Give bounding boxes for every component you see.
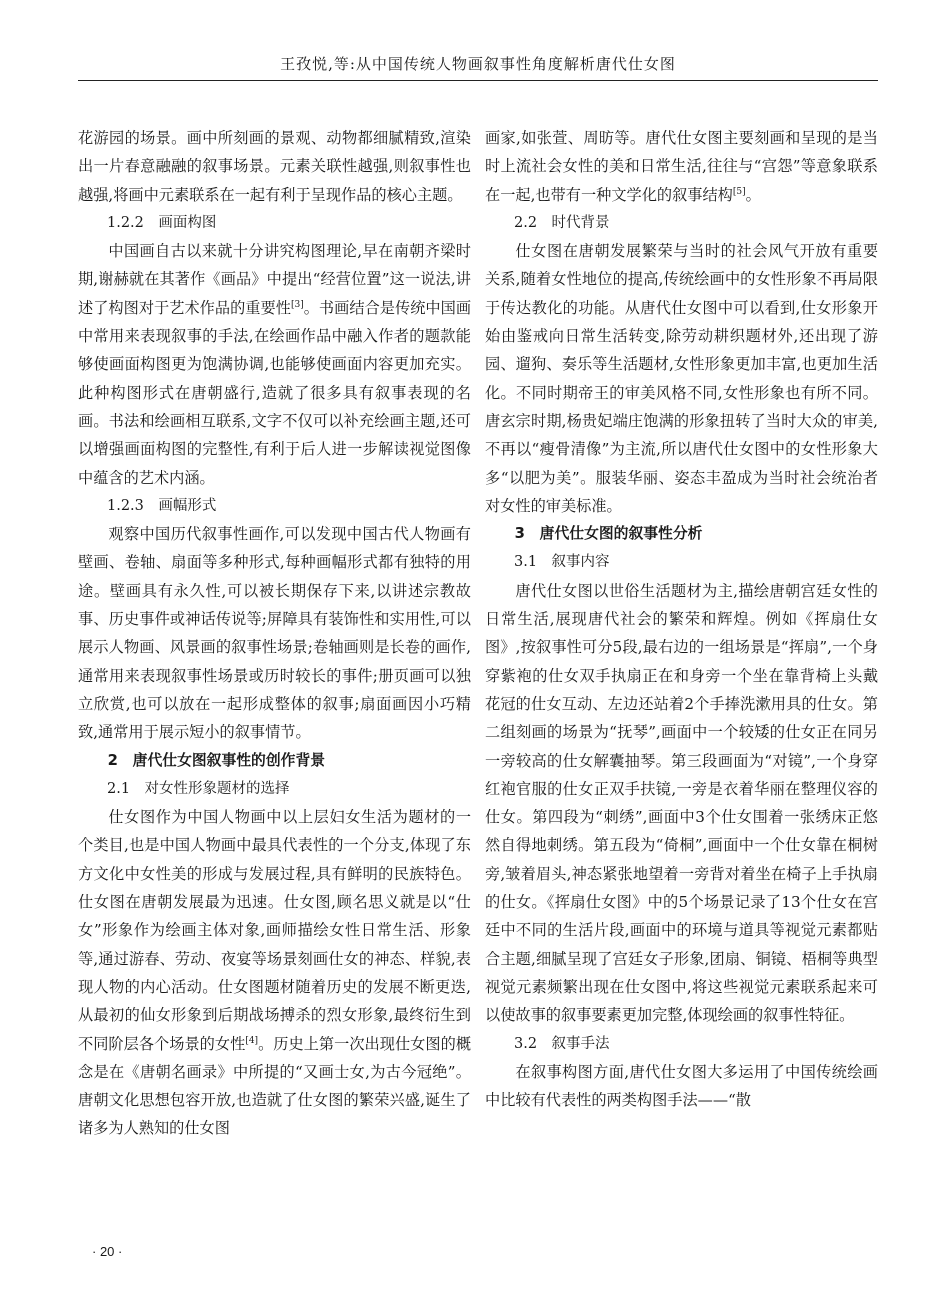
section-heading-2: 2 唐代仕女图叙事性的创作背景 — [107, 751, 326, 769]
paragraph-continued: 画家,如张萱、周昉等。唐代仕女图主要刻画和呈现的是当时上流社会女性的美和日常生活,往往与“宫怨”等意象联系在一起,也带有一种文学化的叙事结构[5]。 — [485, 129, 878, 204]
section-heading-3-2: 3.2 叙事手法 — [514, 1035, 610, 1052]
paragraph-subject-choice: 仕女图作为中国人物画中以上层妇女生活为题材的一个类目,也是中国人物画中最具代表性的一个分支,体现了东方文化中女性美的形成与发展过程,具有鲜明的民族特色。仕女图在唐朝发展最为迅速。仕女图,顾名思义就是以“仕女”形象作为绘画主体对象,画师描绘女性日常生活、形象等,通过游春、劳动、夜宴等场景刻画仕女的神态、样貌,表现人物的内心活动。仕女图题材随着历史的发展不断更迭,从最初的仙女形象到后期战场搏杀的烈女形象,最终衍生到不同阶层各个场景的女性[4]。历史上第一次出现仕女图的概念是在《唐朝名画录》中所提的“又画士女,为古今冠绝”。唐朝文化思想包容开放,也造就了仕女图的繁荣兴盛,诞生了诸多为人熟知的仕女图 — [78, 808, 472, 1138]
right-column — [485, 124, 878, 1114]
paragraph-intro: 花游园的场景。画中所刻画的景观、动物都细腻精致,渲染出一片春意融融的叙事场景。元素关联性越强,则叙事性也越强,将画中元素联系在一起有利于呈现作品的核心主题。 — [78, 129, 471, 204]
citation-3: [3] — [290, 299, 304, 310]
section-heading-1-2-3: 1.2.3 画幅形式 — [107, 497, 217, 514]
paragraph-narrative-content: 唐代仕女图以世俗生活题材为主,描绘唐朝宫廷女性的日常生活,展现唐代社会的繁荣和辉煌。例如《挥扇仕女图》,按叙事性可分5段,最右边的一组场景是“挥扇”,一个身穿紫袍的仕女双手执扇正在和身旁一个坐在靠背椅上头戴花冠的仕女互动、左边还站着2个手捧洗漱用具的仕女。第二组刻画的场景为“抚琴”,画面中一个较矮的仕女正在同另一旁较高的仕女解囊抽琴。第三段画面为“对镜”,一个身穿红袍官服的仕女正双手扶镜,一旁是衣着华丽在整理仪容的仕女。第四段为“刺绣”,画面中3个仕女围着一张绣床正悠然自得地刺绣。第五段为“倚桐”,画面中一个仕女靠在桐树旁,皱着眉头,神态紧张地望着一旁背对着坐在椅子上手执扇的仕女。《挥扇仕女图》中的5个场景记录了13个仕女在宫廷中不同的生活片段,画面中的环境与道具等视觉元素都贴合主题,细腻呈现了宫廷女子形象,团扇、铜镜、梧桐等典型视觉元素频繁出现在仕女图中,将这些视觉元素联系起来可以使故事的叙事要素更加完整,体现绘画的叙事性特征。 — [485, 581, 878, 1025]
paragraph-narrative-technique: 在叙事构图方面,唐代仕女图大多运用了中国传统绘画中比较有代表性的两类构图手法——“散 — [485, 1062, 878, 1110]
left-column — [78, 124, 471, 1143]
section-heading-1-2-2: 1.2.2 画面构图 — [107, 214, 217, 231]
section-heading-2-2: 2.2 时代背景 — [514, 214, 610, 231]
header-title: 王孜悦,等:从中国传统人物画叙事性角度解析唐代仕女图 — [280, 54, 676, 73]
paragraph-era-background: 仕女图在唐朝发展繁荣与当时的社会风气开放有重要关系,随着女性地位的提高,传统绘画中的女性形象不再局限于传达教化的功能。从唐代仕女图中可以看到,仕女形象开始由鉴戒向日常生活转变,除劳动耕织题材外,还出现了游园、遛狗、奏乐等生活题材,女性形象更加丰富,也更加生活化。不同时期帝王的审美风格不同,女性形象也有所不同。唐玄宗时期,杨贵妃端庄饱满的形象扭转了当时大众的审美,不再以“瘦骨清像”为主流,所以唐代仕女图中的女性形象大多“以肥为美”。服装华丽、姿态丰盈成为当时社会统治者对女性的审美标准。 — [485, 242, 878, 515]
running-header — [78, 46, 878, 81]
paragraph-composition: 中国画自古以来就十分讲究构图理论,早在南朝齐梁时期,谢赫就在其著作《画品》中提出“经营位置”这一说法,讲述了构图对于艺术作品的重要性[3]。书画结合是传统中国画中常用来表现叙事的手法,在绘画作品中融入作者的题款能够使画面构图更为饱满协调,也能够使画面内容更加充实。此种构图形式在唐朝盛行,造就了很多具有叙事表现的名画。书法和绘画相互联系,文字不仅可以补充绘画主题,还可以增强画面构图的完整性,有利于后人进一步解读视觉图像中蕴含的艺术内涵。 — [78, 242, 472, 487]
citation-5: [5] — [732, 186, 746, 197]
citation-4: [4] — [245, 1035, 259, 1046]
section-heading-3-1: 3.1 叙事内容 — [514, 554, 610, 571]
page-number: · 20 · — [92, 1244, 123, 1259]
section-heading-3: 3 唐代仕女图的叙事性分析 — [514, 525, 703, 543]
paragraph-format: 观察中国历代叙事性画作,可以发现中国古代人物画有壁画、卷轴、扇面等多种形式,每种画幅形式都有独特的用途。壁画具有永久性,可以被长期保存下来,以讲述宗教故事、历史事件或神话传说等;屏障具有装饰性和实用性,可以展示人物画、风景画的叙事性场景;卷轴画则是长卷的画作,通常用来表现叙事性场景或历时较长的事件;册页画可以独立欣赏,也可以放在一起形成整体的叙事;扇面画因小巧精致,通常用于展示短小的叙事情节。 — [78, 525, 471, 742]
section-heading-2-1: 2.1 对女性形象题材的选择 — [107, 780, 290, 797]
